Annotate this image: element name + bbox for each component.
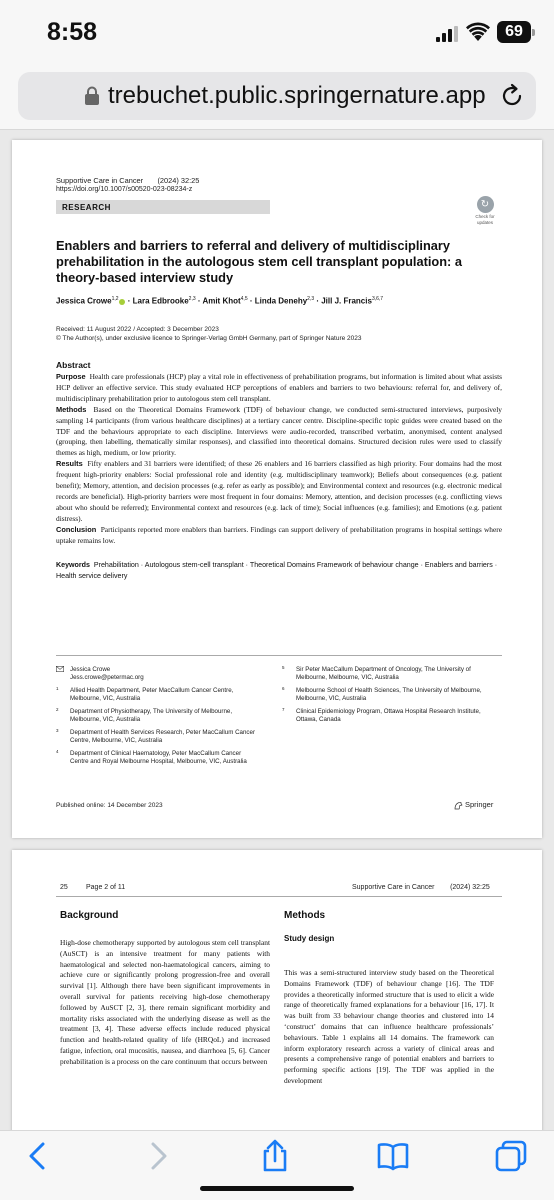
orcid-icon[interactable]: [119, 299, 125, 305]
journal-volume: (2024) 32:25: [450, 884, 490, 891]
address-bar[interactable]: [18, 72, 536, 120]
running-header: [352, 884, 490, 891]
affiliation: [56, 687, 256, 703]
publisher-logo: [454, 800, 493, 810]
affiliation: [282, 687, 492, 703]
published-date: Published online: 14 December 2023: [56, 802, 163, 809]
wifi-icon: [466, 22, 490, 42]
affiliation-number: 7: [282, 707, 285, 712]
affiliation: [282, 708, 492, 724]
affiliation-number: 4: [56, 749, 59, 754]
abstract-body: [56, 372, 502, 547]
divider: [56, 655, 502, 656]
page-label: Page 2 of 11: [86, 884, 126, 891]
battery-indicator: 69: [497, 21, 531, 43]
affiliation-number: 6: [282, 686, 285, 691]
affiliation-number: 3: [56, 728, 59, 733]
author-affiliation: 4,5: [240, 296, 248, 302]
affiliation-text: Allied Health Department, Peter MacCallum Cancer Centre, Melbourne, VIC, Australia: [70, 687, 234, 702]
affiliation-text: Department of Clinical Haematology, Peter MacCallum Cancer Centre and Royal Melbourne Hospital, Melbourne, VIC, Australia: [70, 750, 247, 765]
pdf-page-2: [12, 850, 542, 1130]
affiliation-text: Sir Peter MacCallum Department of Oncology, The University of Melbourne, Melbourne, VIC, Australia: [296, 666, 471, 681]
author-name[interactable]: Jill J. Francis: [321, 296, 372, 306]
author-affiliation: 1,2: [111, 296, 119, 302]
author-affiliation: 2,3: [188, 296, 196, 302]
publisher-name: Springer: [465, 800, 494, 809]
forward-icon[interactable]: [140, 1139, 174, 1173]
study-design-heading: Study design: [284, 934, 335, 943]
footnotes-right: [282, 666, 492, 729]
affiliation: [282, 666, 492, 682]
affiliation: [56, 708, 256, 724]
journal-name: Supportive Care in Cancer: [56, 176, 144, 185]
doi-link[interactable]: https://doi.org/10.1007/s00520-023-08234-z: [56, 186, 193, 193]
status-bar: [0, 0, 554, 70]
url-text[interactable]: trebuchet.public.springernature.app: [108, 82, 486, 109]
abstract-label: Results: [56, 459, 83, 469]
received-dates: Received: 11 August 2022 / Accepted: 3 December 2023: [56, 326, 219, 333]
author-name[interactable]: Jessica Crowe: [56, 296, 112, 306]
background-heading: Background: [60, 910, 119, 921]
article-type-label: RESEARCH: [62, 203, 111, 212]
cellular-signal-icon: [436, 26, 458, 42]
correspondence-email[interactable]: Jess.crowe@petermac.org: [70, 674, 144, 681]
envelope-icon: [56, 666, 64, 672]
article-title: Enablers and barriers to referral and delivery of multidisciplinary prehabilitation in the autologous stem cell transplant population: a theory-based interview study: [56, 238, 462, 285]
reload-icon[interactable]: [498, 82, 526, 110]
check-updates-icon: ↻: [477, 196, 494, 213]
check-for-updates-badge[interactable]: [472, 196, 498, 230]
author-name[interactable]: Amit Khot: [202, 296, 241, 306]
abstract-label: Methods: [56, 404, 87, 414]
abstract-label: Conclusion: [56, 524, 97, 534]
abstract-label: Purpose: [56, 372, 86, 381]
methods-heading: Methods: [284, 910, 326, 921]
home-indicator[interactable]: [200, 1186, 354, 1191]
check-updates-line-2: updates: [476, 220, 493, 225]
clock: 8:58: [47, 18, 98, 46]
share-icon[interactable]: [258, 1139, 292, 1173]
correspondence: [56, 666, 256, 682]
abstract-text: Health care professionals (HCP) play a vital role in effectiveness of prehabilitation programs, but information is limited about what assists HCP deliver an effective service. This study evaluated HCP perceptions of enablers and barriers to two behaviours: referral for, and delivery of, multidisciplinary prehabilitation prior to autologous stem cell transplant.: [56, 372, 502, 403]
journal-header: [56, 176, 199, 185]
author-name[interactable]: Lara Edbrooke: [132, 296, 189, 306]
affiliation-number: 2: [56, 707, 59, 712]
background-text: High-dose chemotherapy supported by autologous stem cell transplant (AuSCT) is an intensive treatment for many patients with haematological and selected non-haematological cancers, aiming to achieve cure or significantly prolong progression-free and overall survival [1]. Although there have been significant improvements in overall survival for patients receiving high-dose chemotherapy followed by AuSCT [2, 3], there remain significant morbidity and mortality risks associated with the underlying disease as well as the treatment [3, 4]. These adverse effects include reduced physical function and health-related quality of life (HRQoL) and increased fatigue, infection, oral mucositis, nausea, and diarrhoea [5, 6]. Cancer prehabilitation is a process on the care continuum that occurs between: [60, 938, 270, 1066]
lock-icon: [84, 86, 100, 106]
abstract-text: Participants reported more enablers than barriers. Findings can support delivery of prehabilitation programs in hospital settings where uptake remains low.: [56, 524, 503, 545]
author-name[interactable]: Linda Denehy: [254, 296, 308, 306]
affiliation-text: Clinical Epidemiology Program, Ottawa Hospital Research Institute, Ottawa, Canada: [296, 708, 481, 723]
pdf-page-1: [12, 140, 542, 838]
footnotes-left: [56, 666, 256, 771]
affiliation-number: 1: [56, 686, 59, 691]
journal-volume: (2024) 32:25: [157, 176, 200, 185]
keywords-label: Keywords: [56, 561, 90, 569]
keywords: [56, 560, 502, 581]
abstract-heading: Abstract: [56, 360, 91, 370]
pdf-viewer[interactable]: [0, 130, 554, 1130]
affiliation-number: 5: [282, 665, 285, 670]
affiliation-text: Department of Health Services Research, Peter MacCallum Cancer Centre, Melbourne, VIC, Australia: [70, 729, 256, 744]
keywords-text: Prehabilitation · Autologous stem-cell transplant · Theoretical Domains Framework of behaviour change · Enablers and barriers · Health service delivery: [56, 561, 498, 580]
affiliation-text: Department of Physiotherapy, The University of Melbourne, Melbourne, VIC, Australia: [70, 708, 233, 723]
affiliation: [56, 750, 256, 766]
divider: [56, 896, 502, 897]
article-number: 25: [60, 884, 68, 891]
tabs-icon[interactable]: [494, 1139, 528, 1173]
methods-text: This was a semi-structured interview study based on the Theoretical Domains Framework (TDF) of behaviour change [16]. The TDF provides a theoretically informed structure that is used to elicit a wide range of theoretically framed explanations for a behaviour [16, 17]. It was built from 33 behaviour change theories and clustered into 14 ‘construct’ domains that can influence healthcare professionals’ behaviours. Table 1 explains all 14 domains. The framework can inform exploratory research across a variety of clinical areas and presents a comprehensive range of potential enablers and barriers to performing specific actions [19]. The TDF was applied in the development: [284, 968, 494, 1085]
author-list: Jessica Crowe$^{1,2}$ · Lara Edbrooke$^{2,3}$ · Amit Khot$^{4,5}$ · Linda Denehy$^{2,3}$ · Jill J. Francis$^{3,6,7}$: [56, 296, 384, 306]
bookmarks-icon[interactable]: [376, 1139, 410, 1173]
copyright-line: © The Author(s), under exclusive licence to Springer-Verlag GmbH Germany, part of Springer Nature 2023: [56, 335, 362, 342]
abstract-text: Based on the Theoretical Domains Framework (TDF) of behaviour change, we conducted semi-structured interviews, purposively sampling 14 participants (from various healthcare disciplines) at a tertiary cancer centre. Discipline-specific topic guides were created based on the TDF and the behaviours appropriate to each discipline. Interviews were audio-recorded, transcribed verbatim, anonymised, content analysed (grouping, then labelling, thematically similar responses), and classified into theoretical domains. Structured decision rules were used to classify themes as high, medium, or low priority.: [56, 404, 502, 458]
author-affiliation: 3,6,7: [371, 296, 384, 302]
affiliation: [56, 729, 256, 745]
browser-address-area: [0, 70, 554, 130]
abstract-text: Fifty enablers and 31 barriers were identified; of these 26 enablers and 16 barriers classified as high priority. Four domains had the most frequent high-priority enablers: Social professional role and identity (e.g. multidisciplinary teamwork); Beliefs about consequences (e.g. patient benefit); Memory, attention, and decision processes (e.g. refer as early as possible); and Environmental context and resources (e.g. electronic medical records are beneficial). High-priority barriers were most frequent in four domains: Memory, attention, and decision processes (e.g. conflicting views about who should be referred); Environmental context and resources (e.g. lack of time); Social influences (e.g. families); and Emotions (e.g. patient distress).: [56, 459, 502, 523]
back-icon[interactable]: [22, 1139, 56, 1173]
author-affiliation: 2,3: [307, 296, 315, 302]
springer-horse-icon: [454, 801, 463, 810]
check-updates-line-1: Check for: [475, 214, 495, 219]
affiliation-text: Melbourne School of Health Sciences, The University of Melbourne, Melbourne, VIC, Australia: [296, 687, 482, 702]
correspondence-name: Jessica Crowe: [70, 666, 111, 673]
journal-name: Supportive Care in Cancer: [352, 884, 435, 891]
